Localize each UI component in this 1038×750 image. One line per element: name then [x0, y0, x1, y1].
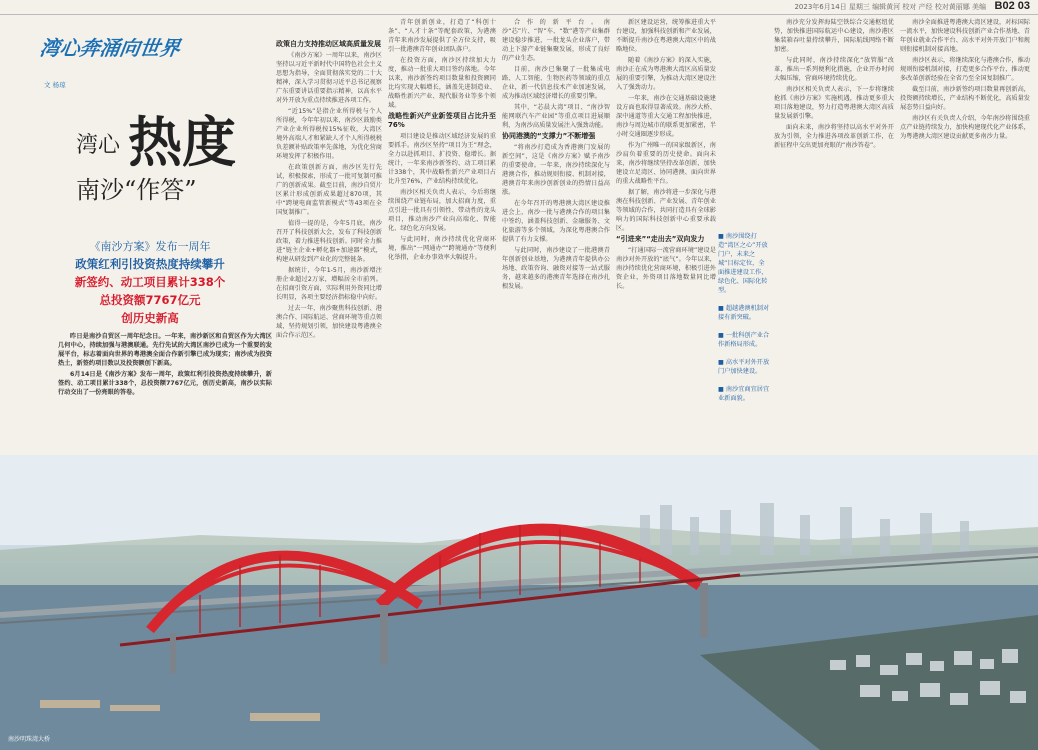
- deck-line-5: 创历史新高: [121, 311, 179, 325]
- paragraph: 目前，南沙已集聚了一批集成电路、人工智能、生物医药等领域的重点企业，新一代信息技术产业加速发展，成为推动区域经济增长的重要引擎。: [502, 66, 610, 100]
- article-column-5: [616, 18, 716, 450]
- deck-line-3: 新签约、动工项目累计338个: [74, 275, 226, 289]
- paragraph: 与此同时，南沙建设了一批港澳青年创新创业基地，为港澳青年提供办公场地、政策咨询、融资对接等一站式服务，越来越多的港澳青年选择在南沙扎根发展。: [502, 247, 610, 290]
- paragraph: 过去一年，南沙聚焦科技创新、港澳合作、国际航运、营商环境等重点领域，坚持规划引领，加快建设粤港澳全面合作示范区。: [276, 305, 382, 339]
- paragraph: 面向未来，南沙将坚持以高水平对外开放为引领，全力推进各项改革创新工作，在新征程中交出更加亮眼的“南沙答卷”。: [774, 124, 894, 149]
- section-banner: [40, 32, 250, 82]
- paragraph: 新区建设运营，统筹推进重大平台建设，加强科技创新和产业发展，不断提升南沙在粤港澳大湾区中的战略地位。: [616, 19, 716, 53]
- deck-line-2: 政策红利引投资热度持续攀升: [75, 257, 225, 271]
- headline-main: 热度: [128, 110, 236, 174]
- article-column-3: [388, 18, 496, 450]
- lead-para-1: 昨日是南沙自贸区一周年纪念日。一年来，南沙新区和自贸区作为大湾区几何中心，持续加强与港澳联通。先行先试的大湾区南沙已成为一个重要的发展平台，标志着面向世界的粤港澳全面合作新引擎已成为现实；南沙成为投资热土，新签约项目数以及投资额创下新高。: [58, 333, 272, 367]
- subhead: 战略性新兴产业新签项目占比升至76%: [388, 112, 496, 129]
- paragraph: 合作的新平台。南沙“芯”片、“智”车、“数”港等产业集群建设稳步推进，一批龙头企业落户，带动上下游产业链集聚发展，形成了良好的产业生态。: [502, 19, 610, 62]
- author-byline: 文 杨琼: [44, 81, 66, 89]
- sidebar-highlights: [718, 232, 770, 412]
- sidebar-item: ■ 南沙围绕打造“湾区之心”开放门户，未来之城”目标定位，全面推进建设工作，绿色化、国际化转型。: [718, 233, 768, 294]
- paragraph: 在投资方面，南沙区持续加大力度，推动一批重大项目签约落地。今年以来，南沙新签约项目数量和投资额同比均实现大幅增长，涵盖先进制造业、战略性新兴产业、现代服务业等多个领域。: [388, 57, 496, 109]
- paragraph: 一年来，南沙在交通基础设施建设方面也取得显著成效。南沙大桥、深中通道等重大交通工程加快推进，南沙与周边城市的联系更加紧密，半小时交通圈逐步形成。: [616, 95, 716, 138]
- article-column-4: [502, 18, 610, 450]
- page-number: B02 03: [994, 0, 1030, 12]
- headline-prefix: 湾心: [76, 133, 121, 158]
- paragraph: “近15%”是指企业所得税与个人所得税，今年年初以来，南沙区鼓励类产业企业所得税按15%征收，大湾区境外高端人才和紧缺人才个人所得税税负差额补贴政策率先落地，为优化营商环境发挥了积极作用。: [276, 108, 382, 160]
- lead-column: [58, 332, 272, 452]
- paragraph: 据了解，南沙将进一步深化与港澳在科技创新、产业发展、青年创业等领域的合作，共同打造具有全球影响力的国际科技创新中心重要承载区。: [616, 189, 716, 232]
- article-column-7: [900, 18, 1030, 450]
- subhead: 协同港澳的“支撑力”不断增强: [502, 132, 596, 140]
- paragraph: 项目建设是推动区域经济发展的重要抓手。南沙区坚持“项目为王”理念，全力以赴抓项目、扩投资、稳增长。据统计，一年来南沙新签约、动工项目累计338个，其中战略性新兴产业项目占比升至76%，产业结构持续优化。: [388, 133, 496, 185]
- sidebar-item: ■ 一批科创产业合作新格局形成。: [718, 332, 770, 348]
- page-header: [0, 0, 1038, 15]
- paragraph: 南沙区表示，将继续深化与港澳合作，推动规则衔接机制对接，打造更多合作平台，推动更多改革创新经验在全省乃至全国复制推广。: [900, 57, 1030, 82]
- sidebar-item: ■ 高水平对外开放门户加快建设。: [718, 359, 770, 375]
- paragraph: 青年创新创业，打造了“科创十条”、“人才十条”等配套政策，为港澳青年来南沙发展提供了全方位支持，吸引一批港澳青年创业团队落户。: [388, 19, 496, 53]
- paragraph: 南沙区相关负责人表示，下一步将继续抢抓《南沙方案》实施机遇，推动更多重大项目落地建设，努力打造粤港澳大湾区高质量发展新引擎。: [774, 86, 894, 120]
- paragraph: 截至目前，南沙新签约项目数量再创新高，投资额持续增长，产业结构不断优化，高质量发展态势日益向好。: [900, 86, 1030, 111]
- paragraph: 其中，“芯晨大湾”项目、“南沙智能网联汽车产业园”等重点项目进展顺利，为南沙高质量发展注入强劲动能。: [502, 104, 610, 129]
- photo-caption: 南沙明珠湾大桥: [8, 736, 51, 743]
- subhead: 政策自力支持推动区域高质量发展: [276, 40, 381, 48]
- paragraph: 值得一提的是，今年5月底，南沙召开了科技创新大会，发布了科技创新政策，着力推进科技创新。同时全力推进“链主企业+孵化器+加速器”模式，构建从研发到产业化的完整链条。: [276, 220, 382, 263]
- deck-line-4: 总投资额7767亿元: [99, 293, 201, 307]
- bridge-photo: [0, 455, 1038, 750]
- paragraph: 据统计，今年1-5月，南沙新增注册企业超过2万家，增幅居全市前列。在招商引资方面，实际利用外资同比增长明显，各项主要经济指标稳中向好。: [276, 267, 382, 301]
- sidebar-item: ■ 南沙宜商宜居宜业新面貌。: [718, 386, 770, 402]
- deck: [60, 238, 240, 326]
- sidebar-item: ■ 超越港澳机制对接有新突破。: [718, 305, 770, 321]
- deck-line-1: 《南沙方案》发布一周年: [89, 240, 211, 253]
- paragraph: 随着《南沙方案》的深入实施，南沙正在成为粤港澳大湾区高质量发展的重要引擎，为推动大湾区建设注入了强劲动力。: [616, 57, 716, 91]
- lead-para-2: 6月14日是《南沙方案》发布一周年，政策红利引投资热度持续攀升，新签约、动工项目累计338个，总投资额7767亿元，创历史新高，南沙以实际行动交出了一份亮眼的答卷。: [58, 371, 272, 396]
- article-column-6: [774, 18, 894, 450]
- header-meta: 2023年6月14日 星期三 编辑黄河 校对 产经 校对黄丽娜 美编: [794, 3, 986, 11]
- paragraph: 南沙区有关负责人介绍，今年南沙将围绕重点产业链持续发力，加快构建现代化产业体系，为粤港澳大湾区建设贡献更多南沙力量。: [900, 115, 1030, 140]
- article-column-2: [276, 40, 382, 450]
- headline-sub: 南沙“作答”: [76, 176, 197, 204]
- paragraph: “将南沙打造成为香港澳门发展的新空间”，这是《南沙方案》赋予南沙的重要使命。一年来，南沙持续深化与港澳合作，推动规则衔接、机制对接，港澳青年来南沙创新创业的热情日益高涨。: [502, 144, 610, 196]
- paragraph: 作为广州唯一的国家级新区，南沙肩负着重要的历史使命。面向未来，南沙将继续坚持改革创新，加快建设立足湾区、协同港澳、面向世界的重大战略性平台。: [616, 142, 716, 185]
- paragraph: 南沙全面推进粤港澳大湾区建设，对标国际一流水平，加快建设科技创新产业合作基地、青年创业就业合作平台、高水平对外开放门户和规则衔接机制对接高地。: [900, 19, 1030, 53]
- paragraph: “打通国际一流营商环境”建设是南沙对外开放的“底气”。今年以来，南沙持续优化营商环境，积极引进外资企业，外资项目落地数量同比增长。: [616, 247, 716, 290]
- paragraph: 在政策创新方面，南沙区先行先试，积极探索，形成了一批可复制可推广的创新成果。截至目前，南沙自贸片区累计形成创新成果超过870项，其中“跨境电商监管新模式”等43项在全国复制推广。: [276, 164, 382, 216]
- paragraph: 《南沙方案》一周年以来，南沙区坚持以习近平新时代中国特色社会主义思想为指导，全面贯彻落实党的二十大精神，深入学习贯彻习近平总书记视察广东重要讲话重要指示精神，以高水平对外开放为重点持续推进各项工作。: [276, 52, 382, 104]
- section-title: 湾心奔涌向世界: [38, 36, 182, 60]
- paragraph: 在今年召开的粤港澳大湾区建设推进会上，南沙一批与港澳合作的项目集中签约，涵盖科技创新、金融服务、文化旅游等多个领域，为深化粤港澳合作提供了有力支撑。: [502, 200, 610, 243]
- paragraph: 南沙区相关负责人表示，今后将继续围绕产业链布局，加大招商力度，重点引进一批具有引领性、带动性的龙头项目，推动南沙产业向高端化、智能化、绿色化方向发展。: [388, 189, 496, 232]
- paragraph: 与此同时，南沙持续深化“放管服”改革，推出一系列便利化措施，企业开办时间大幅压缩，营商环境持续优化。: [774, 57, 894, 82]
- subhead: “引进来”“走出去”双向发力: [616, 235, 705, 243]
- bridge-illustration: [0, 455, 1038, 750]
- paragraph: 与此同时，南沙持续优化营商环境，推出“一网通办”“跨境通办”等便利化举措，企业办事效率大幅提升。: [388, 236, 496, 261]
- paragraph: 南沙充分发挥海陆空铁综合交通枢纽优势，加快推进国际航运中心建设，南沙港区集装箱吞吐量持续攀升，国际航线网络不断加密。: [774, 19, 894, 53]
